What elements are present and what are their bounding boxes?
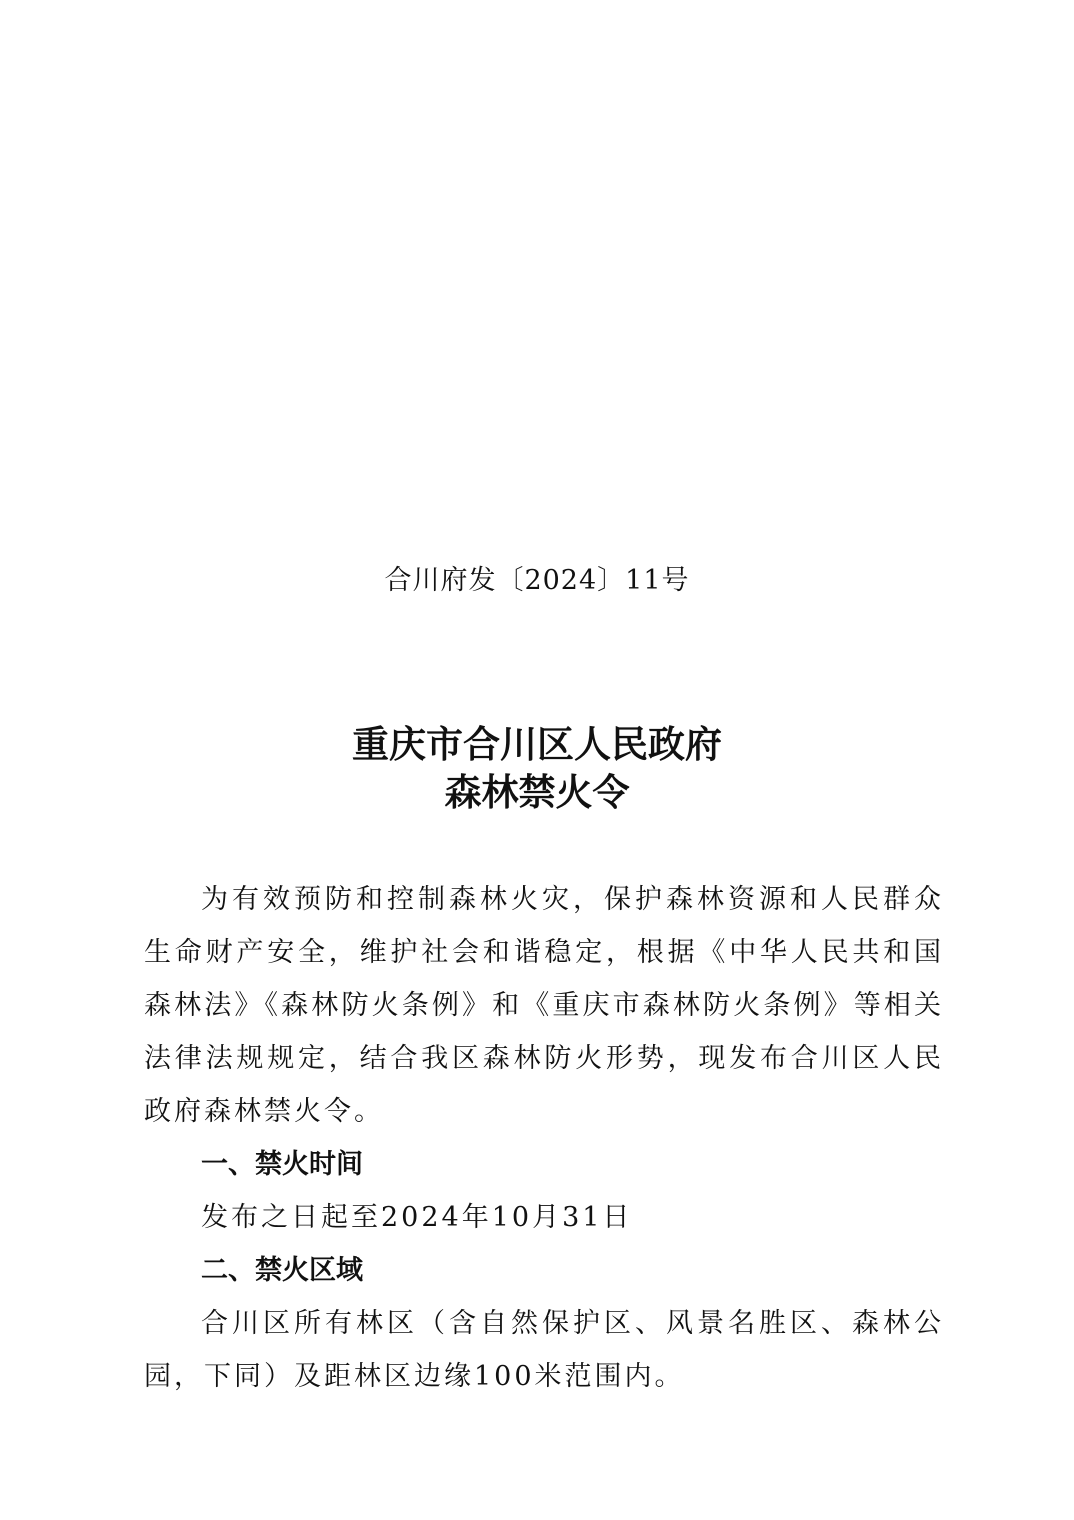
document-title xyxy=(0,720,1074,816)
title-line-2: 森林禁火令 xyxy=(444,770,630,814)
intro-paragraph: 为有效预防和控制森林火灾，保护森林资源和人民群众生命财产安全，维护社会和谐稳定，根据《中华人民共和国森林法》《森林防火条例》和《重庆市森林防火条例》等相关法律法规规定，结合我区森林防火形势，现发布合川区人民政府森林禁火令。 xyxy=(144,884,944,1127)
section-text-time: 发布之日起至2024年10月31日 xyxy=(201,1202,633,1233)
document-body xyxy=(144,873,944,1403)
title-line-1: 重庆市合川区人民政府 xyxy=(352,722,722,766)
section-heading-area: 二、禁火区域 xyxy=(201,1255,363,1286)
section-heading-time: 一、禁火时间 xyxy=(201,1149,363,1180)
section-text-area: 合川区所有林区（含自然保护区、风景名胜区、森林公园，下同）及距林区边缘100米范围内。 xyxy=(144,1308,944,1392)
document-number: 合川府发〔2024〕11号 xyxy=(384,565,690,596)
